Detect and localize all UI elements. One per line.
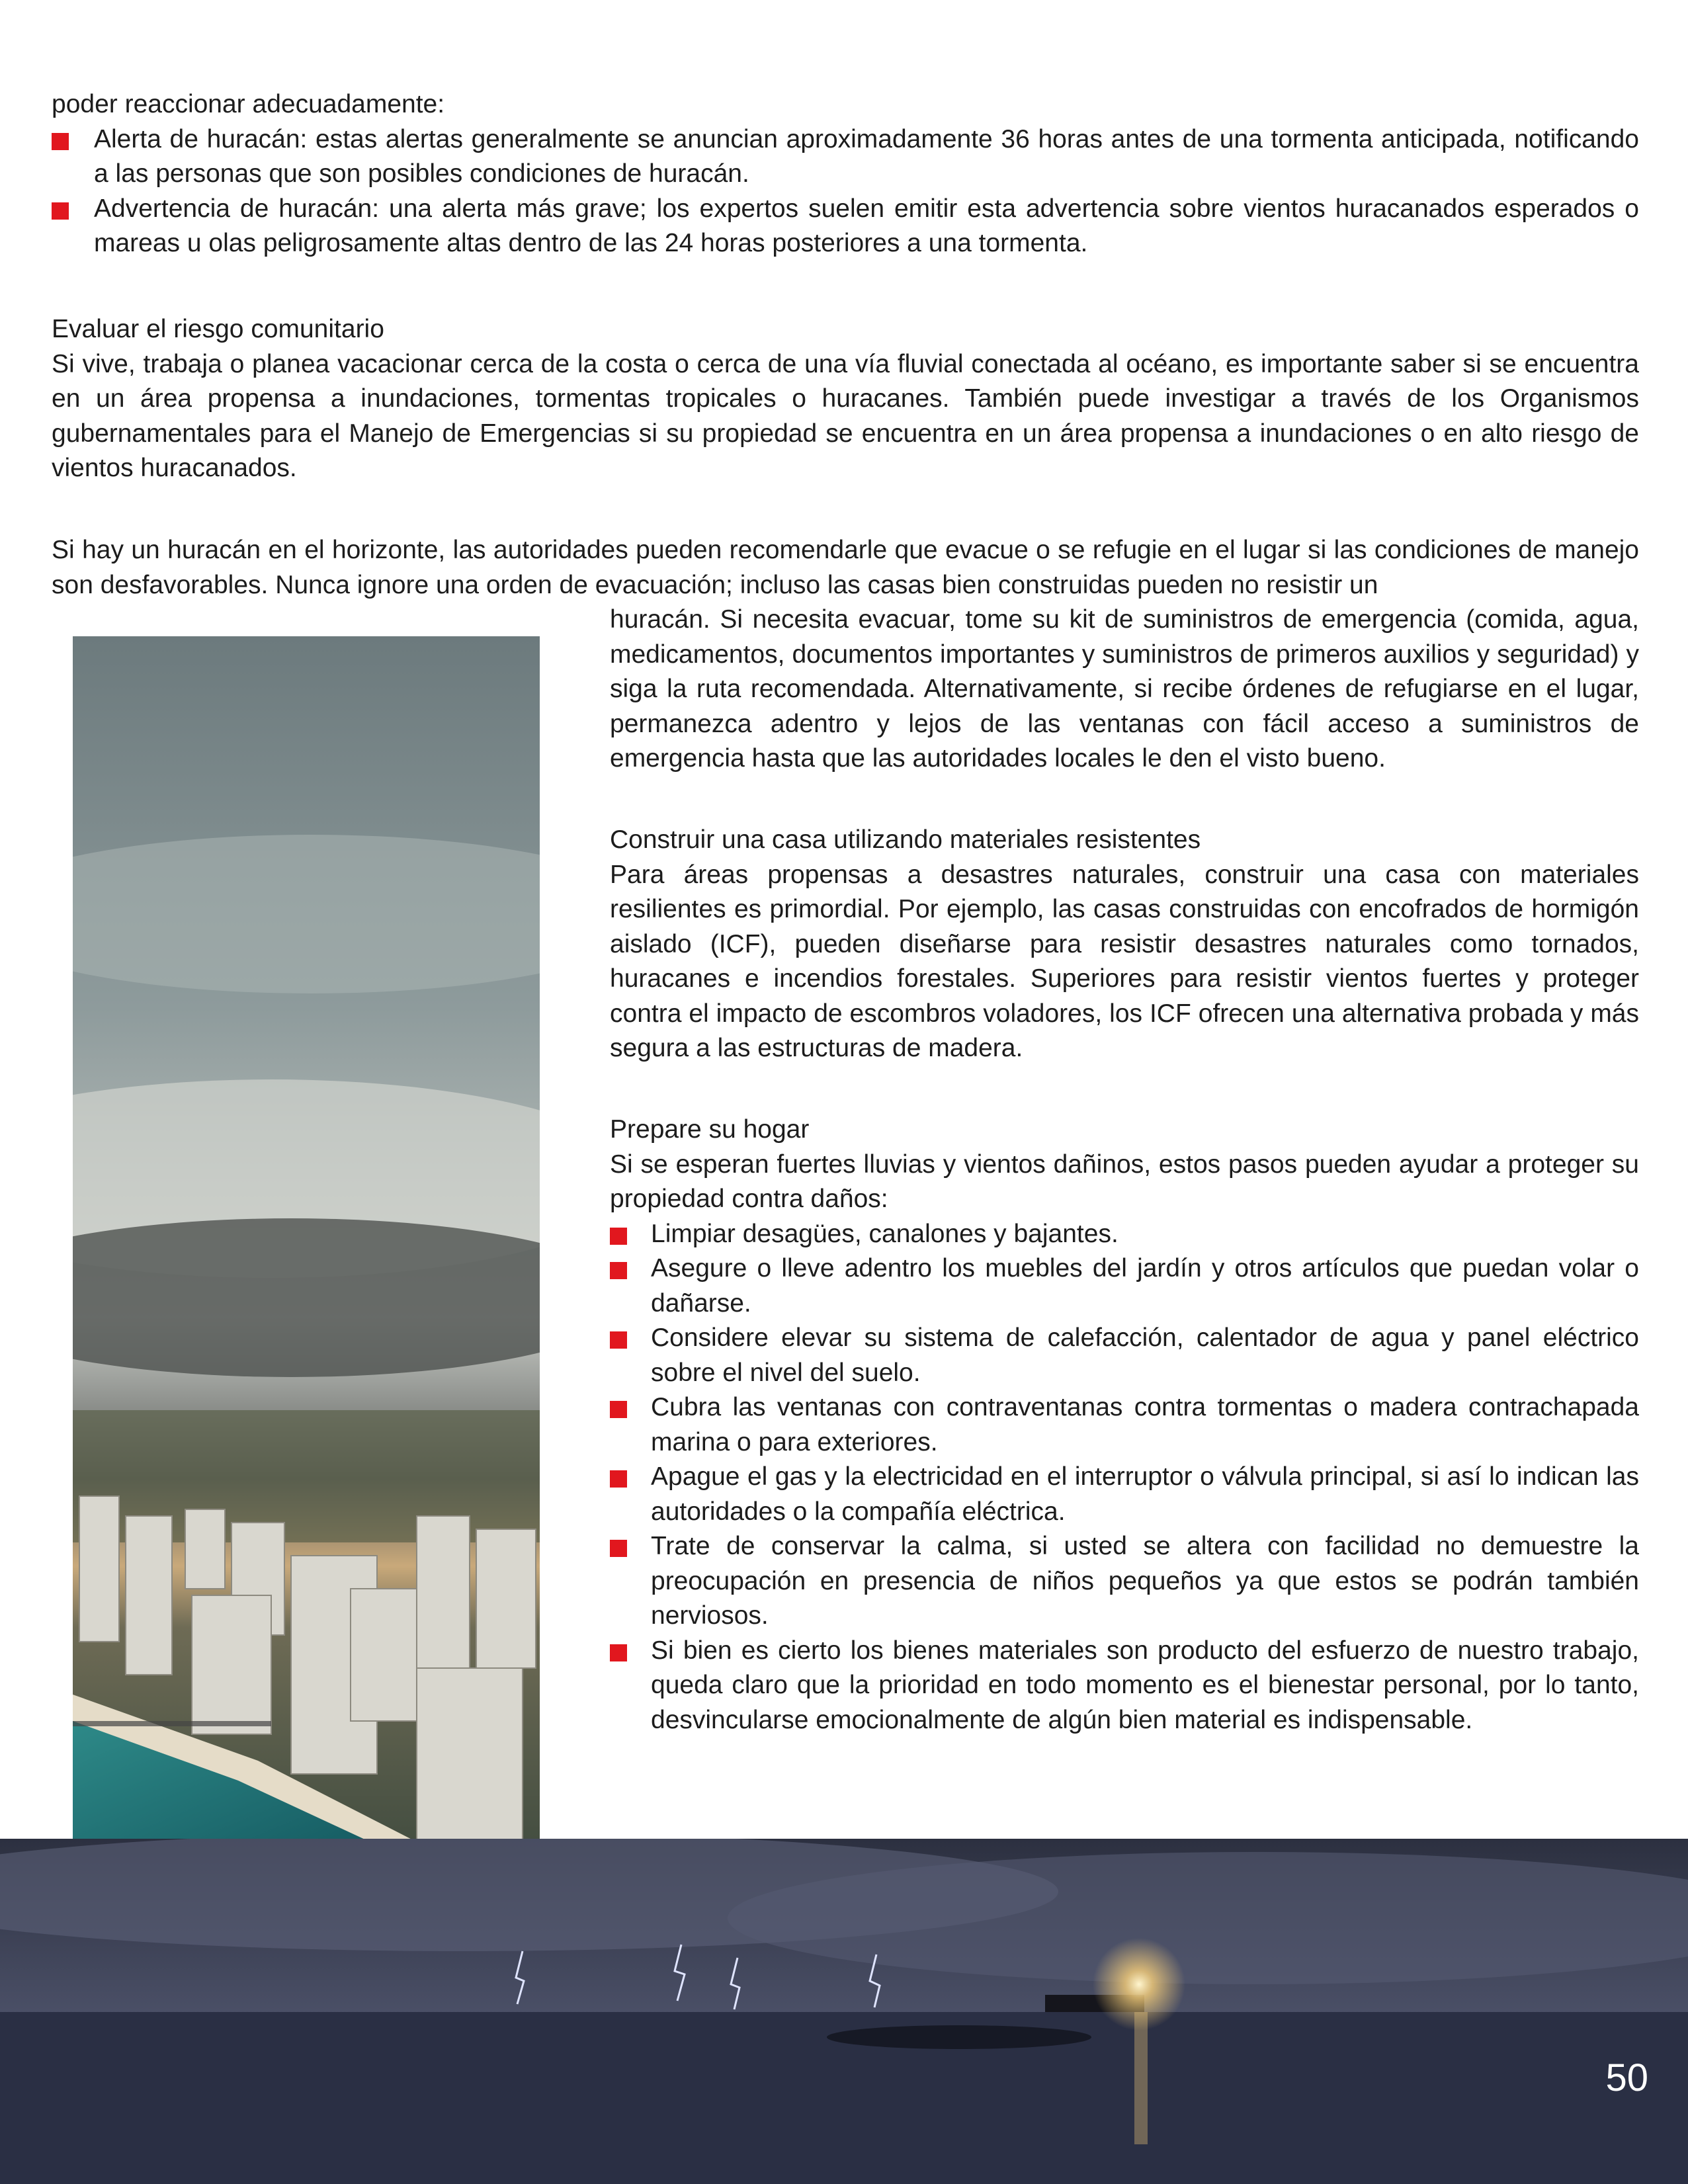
list-item: Considere elevar su sistema de calefacción, calentador de agua y panel eléctrico sobre el nivel del suelo.	[610, 1321, 1639, 1390]
bullet-square-icon	[610, 1470, 627, 1488]
bullet-square-icon	[610, 1644, 627, 1661]
list-item: Apague el gas y la electricidad en el interruptor o válvula principal, si así lo indican las autoridades o la compañía eléctrica.	[610, 1460, 1639, 1529]
intro-section	[52, 87, 1639, 261]
evacuate-section	[52, 533, 1639, 603]
alert-list	[52, 122, 1639, 261]
list-item: Alerta de huracán: estas alertas generalmente se anuncian aproximadamente 36 horas antes de una tormenta anticipada, notificando a las personas que son posibles condiciones de huracán.	[52, 122, 1639, 192]
section-heading: Prepare su hogar	[610, 1115, 810, 1144]
bullet-square-icon	[610, 1262, 627, 1279]
paragraph: Si se esperan fuertes lluvias y vientos dañinos, estos pasos pueden ayudar a proteger su propiedad contra daños:	[610, 1150, 1639, 1213]
section-heading: Construir una casa utilizando materiales resistentes	[610, 825, 1201, 854]
list-item: Si bien es cierto los bienes materiales son producto del esfuerzo de nuestro trabajo, queda claro que la prioridad en todo momento es el bienestar personal, por lo tanto, desvincularse emocionalmente de algún bien material es indispensable.	[610, 1634, 1639, 1738]
paragraph: Si hay un huracán en el horizonte, las autoridades pueden recomendarle que evacue o se refugie en el lugar si las condiciones de manejo son desfavorables. Nunca ignore una orden de evacuación; incluso las casas bien construidas pueden no resistir un	[52, 536, 1639, 599]
list-item: Trate de conservar la calma, si usted se altera con facilidad no demuestre la preocupación en presencia de niños pequeños ya que estos se podrán también nerviosos.	[610, 1529, 1639, 1634]
night-storm-photo	[0, 1839, 1688, 2184]
bullet-square-icon	[610, 1540, 627, 1557]
risk-section	[52, 312, 1639, 486]
list-item: Cubra las ventanas con contraventanas contra tormentas o madera contrachapada marina o para exteriores.	[610, 1390, 1639, 1460]
paragraph: Si vive, trabaja o planea vacacionar cerca de la costa o cerca de una vía fluvial conectada al océano, es importante saber si se encuentra en un área propensa a inundaciones, tormentas tropicales o huracanes. También puede investigar a través de los Organismos gubernamentales para el Manejo de Emergencias si su propiedad se encuentra en un área propensa a inundaciones o en alto riesgo de vientos huracanados.	[52, 349, 1639, 482]
paragraph: Para áreas propensas a desastres naturales, construir una casa con materiales resilientes es primordial. Por ejemplo, las casas construidas con encofrados de hormigón aislado (ICF), pueden diseñarse para resistir desastres naturales como tornados, huracanes e incendios forestales. Superiores para resistir vientos fuertes y proteger contra el impacto de escombros voladores, los ICF ofrecen una alternativa probada y más segura a las estructuras de madera.	[610, 860, 1639, 1062]
bullet-square-icon	[610, 1401, 627, 1418]
build-section	[610, 823, 1639, 1066]
bullet-square-icon	[52, 133, 69, 150]
bullet-square-icon	[52, 202, 69, 220]
right-column	[610, 603, 1639, 777]
paragraph: huracán. Si necesita evacuar, tome su kit de suministros de emergencia (comida, agua, medicamentos, documentos importantes y suministros de primeros auxilios y seguridad) y siga la ruta recomendada. Alternativamente, si recibe órdenes de refugiarse en el lugar, permanezca adentro y lejos de las ventanas con fácil acceso a suministros de emergencia hasta que las autoridades locales le den el visto bueno.	[610, 605, 1639, 773]
bullet-square-icon	[610, 1228, 627, 1245]
section-heading: Evaluar el riesgo comunitario	[52, 315, 384, 343]
prepare-list	[610, 1217, 1639, 1738]
prepare-section	[610, 1113, 1639, 1738]
bullet-square-icon	[610, 1331, 627, 1349]
intro-lead: poder reaccionar adecuadamente:	[52, 90, 445, 118]
list-item: Advertencia de huracán: una alerta más grave; los expertos suelen emitir esta advertencia sobre vientos huracanados esperados o mareas u olas peligrosamente altas dentro de las 24 horas posteriores a una tormenta.	[52, 192, 1639, 261]
storm-city-photo	[73, 636, 540, 1876]
list-item: Asegure o lleve adentro los muebles del jardín y otros artículos que puedan volar o dañarse.	[610, 1251, 1639, 1321]
list-item: Limpiar desagües, canalones y bajantes.	[610, 1217, 1639, 1252]
page-number: 50	[1605, 2056, 1648, 2099]
